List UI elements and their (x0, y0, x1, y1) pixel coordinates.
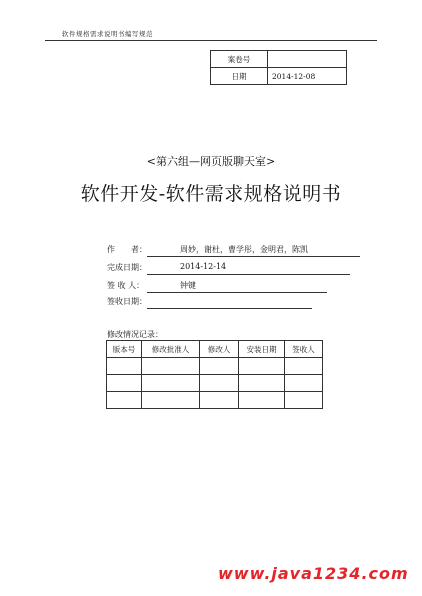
table-cell (142, 392, 200, 409)
signer-label: 签 收 人： (107, 281, 145, 290)
table-cell (107, 392, 142, 409)
table-row (107, 392, 323, 409)
table-cell (200, 392, 239, 409)
table-cell (107, 358, 142, 375)
header-divider (45, 40, 377, 41)
table-cell (285, 375, 323, 392)
case-number-label: 案卷号 (211, 51, 268, 68)
table-cell (107, 375, 142, 392)
table-cell (142, 375, 200, 392)
table-cell (239, 392, 285, 409)
case-number-value (268, 51, 347, 68)
document-subtitle: <第六组—网页版聊天室> (146, 155, 276, 168)
col-header-version: 版本号 (107, 341, 142, 358)
table-cell (200, 375, 239, 392)
table-cell (239, 358, 285, 375)
completed-underline (147, 274, 350, 275)
completed-value: 2014-12-14 (180, 262, 227, 271)
revision-log-label: 修改情况记录： (107, 330, 163, 339)
col-header-modifier: 修改人 (200, 341, 239, 358)
site-watermark: www.java1234.com (218, 564, 409, 583)
col-header-approver: 修改批准人 (142, 341, 200, 358)
col-header-install-date: 安装日期 (239, 341, 285, 358)
author-value: 周妙，谢杜，曹学彤，金明君，陈凯 (180, 245, 308, 254)
revision-log-header-row (107, 341, 323, 358)
table-cell (285, 392, 323, 409)
case-info-table (210, 50, 347, 85)
sign-date-underline (147, 308, 312, 309)
date-value: 2014-12-08 (268, 68, 347, 85)
revision-log-table (106, 340, 323, 409)
sign-date-label: 签收日期： (107, 297, 147, 306)
running-header: 软件规格需求说明书编写规范 (62, 30, 153, 38)
col-header-signer: 签收人 (285, 341, 323, 358)
table-cell (200, 358, 239, 375)
signer-value: 钟键 (180, 281, 196, 290)
table-row (107, 375, 323, 392)
signer-underline (147, 292, 327, 293)
table-row (107, 358, 323, 375)
table-cell (285, 358, 323, 375)
author-underline (147, 256, 360, 257)
table-cell (239, 375, 285, 392)
document-title: 软件开发-软件需求规格说明书 (80, 183, 342, 205)
author-label: 作 者： (107, 245, 147, 254)
completed-label: 完成日期： (107, 263, 147, 272)
table-cell (142, 358, 200, 375)
date-label: 日期 (211, 68, 268, 85)
